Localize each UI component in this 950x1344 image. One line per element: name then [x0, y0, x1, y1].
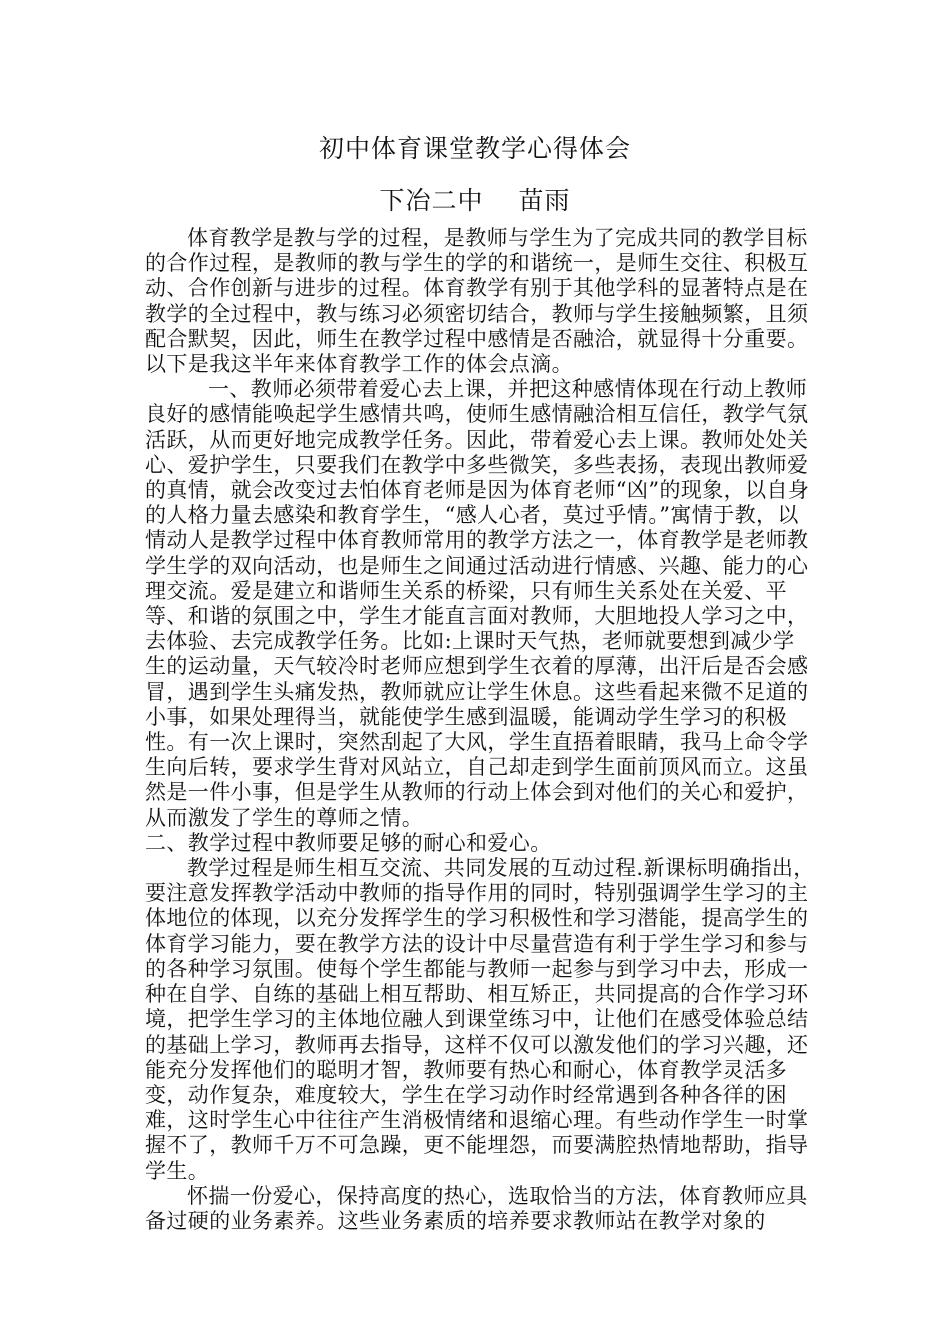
document-body	[145, 226, 815, 1234]
document-title: 初中体育课堂教学心得体会	[318, 134, 631, 163]
section-heading-2: 二、教学过程中教师要足够的耐心和爱心。	[145, 830, 552, 855]
paragraph-closing: 怀揣一份爱心，保持高度的热心，选取恰当的方法，体育教师应具备过硬的业务素养。这些业务素质的培养要求教师站在教学对象的	[145, 1183, 808, 1233]
paragraph-section-1: 一、教师必须带着爱心去上课，并把这种感情体现在行动上教师良好的感情能唤起学生感情共鸣，使师生感情融洽相互信任，教学气氛活跃，从而更好地完成教学任务。因此，带着爱心去上课。教师处处关心、爱护学生，只要我们在教学中多些微笑，多些表扬，表现出教师爱的真情，就会改变过去怕体育老师是因为体育老师“凶”的现象，以自身的人格力量去感染和教育学生，“感人心者，莫过乎情。”寓情于教，以情动人是教学过程中体育教师常用的教学方法之一，体育教学是老师教学生学的双向活动，也是师生之间通过活动进行情感、兴趣、能力的心理交流。爱是建立和谐师生关系的桥梁，只有师生关系处在关爱、平等、和谐的氛围之中，学生才能直言面对教师，大胆地投人学习之中，去体验、去完成教学任务。比如:上课时天气热，老师就要想到减少学生的运动量，天气较冷时老师应想到学生衣着的厚薄，出汗后是否会感冒，遇到学生头痛发热，教师就应让学生休息。这些看起来微不足道的小事，如果处理得当，就能使学生感到温暖，能调动学生学习的积极性。有一次上课时，突然刮起了大风，学生直捂着眼睛，我马上命令学生向后转，要求学生背对风站立，自己却走到学生面前顶风而立。这虽然是一件小事，但是学生从教师的行动上体会到对他们的关心和爱护，从而激发了学生的尊师之情。	[145, 377, 810, 830]
paragraph-intro: 体育教学是教与学的过程，是教师与学生为了完成共同的教学目标的合作过程，是教师的教与学生的学的和谐统一，是师生交往、积极互动、合作创新与进步的过程。体育教学有别于其他学科的显著特点是在教学的全过程中，教与练习必须密切结合，教师与学生接触频繁，且须配合默契，因此，师生在教学过程中感情是否融洽，就显得十分重要。以下是我这半年来体育教学工作的体会点滴。	[145, 226, 809, 377]
paragraph-section-2: 教学过程是师生相互交流、共同发展的互动过程.新课标明确指出，要注意发挥教学活动中教师的指导作用的同时，特别强调学生学习的主体地位的体现，以充分发挥学生的学习积极性和学习潜能，提高学生的体育学习能力，要在教学方法的设计中尽量营造有利于学生学习和参与的各种学习氛围。使每个学生都能与教师一起参与到学习中去，形成一种在自学、自练的基础上相互帮助、相互矫正，共同提高的合作学习环境，把学生学习的主体地位融人到课堂练习中，让他们在感受体验总结的基础上学习，教师再去指导，这样不仅可以激发他们的学习兴趣，还能充分发挥他们的聪明才智，教师要有热心和耐心，体育教学灵活多变，动作复杂，难度较大，学生在学习动作时经常遇到各种各徉的困难，这时学生心中往往产生消极情绪和退缩心理。有些动作学生一时掌握不了，教师千万不可急躁，更不能埋怨，而要满腔热情地帮助，指导学生。	[145, 856, 815, 1183]
author-line: 下冶二中 苗雨	[379, 186, 571, 215]
